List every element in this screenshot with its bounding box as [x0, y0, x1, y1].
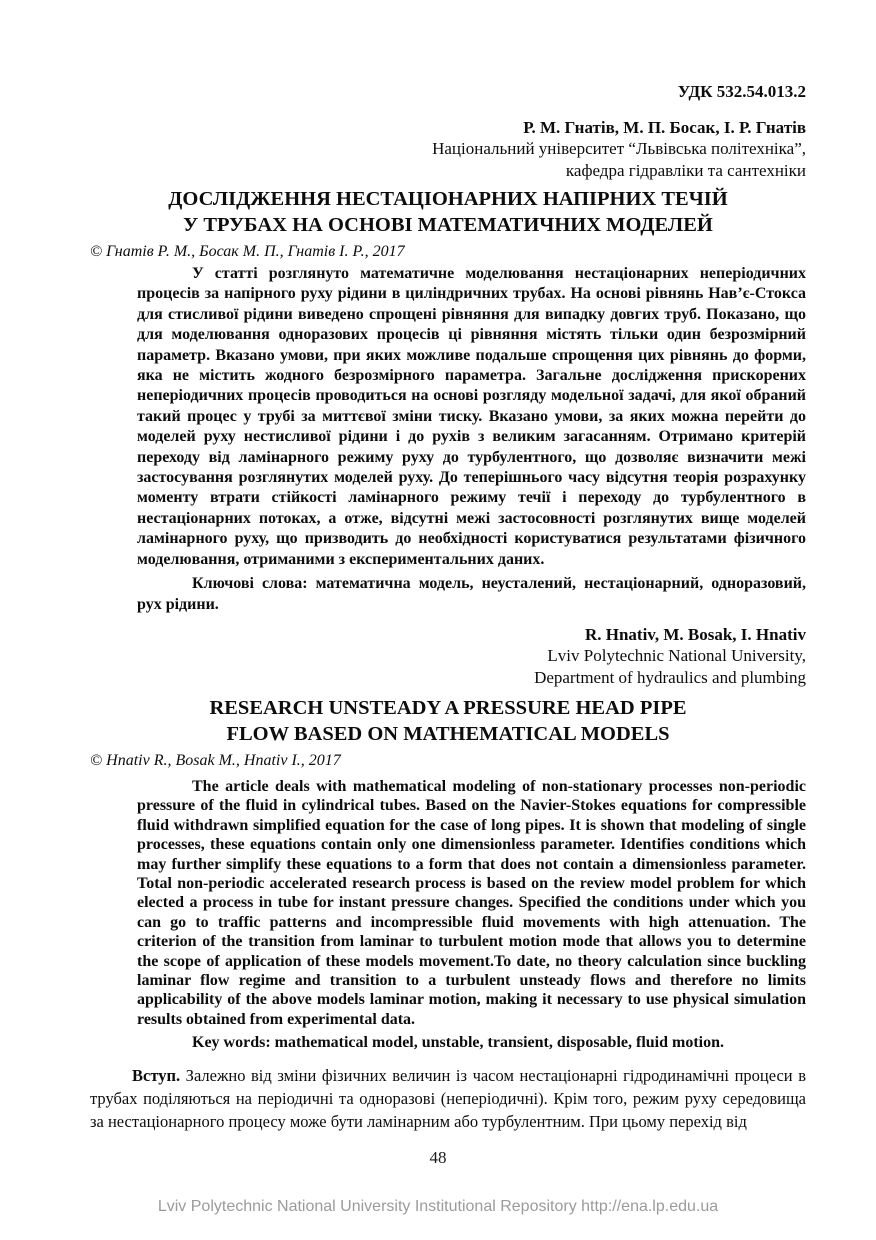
title-english-line1: RESEARCH UNSTEADY A PRESSURE HEAD PIPE — [209, 696, 687, 719]
page-number: 48 — [429, 1148, 447, 1167]
udc-code: УДК 532.54.013.2 — [677, 82, 806, 101]
title-ukrainian-line1: ДОСЛІДЖЕННЯ НЕСТАЦІОНАРНИХ НАПІРНИХ ТЕЧІЙ — [168, 188, 728, 210]
affiliation-department-english: Department of hydraulics and plumbing — [534, 667, 806, 687]
introduction-heading: Вступ. — [132, 1065, 181, 1085]
copyright-ukrainian: © Гнатів Р. М., Босак М. П., Гнатів І. Р., 2017 — [90, 243, 405, 260]
introduction-text: Залежно від зміни фізичних величин із часом нестаціонарні гідродинамічні процеси в трубах поділяються на періодичні та одноразові (неперіодичні). Крім того, режим руху середовища за нестаціонарного процесу може бути ламінарним або турбулентним. При цьому перехід від — [90, 1065, 806, 1131]
title-ukrainian — [90, 186, 806, 238]
authors-english: R. Hnativ, M. Bosak, I. Hnativ — [584, 624, 806, 644]
keywords-ukrainian: Ключові слова: математична модель, неусталений, нестаціонарний, одноразовий, рух рідини. — [137, 575, 806, 613]
copyright-english: © Hnativ R., Bosak M., Hnativ I., 2017 — [90, 751, 341, 769]
authors-ukrainian: Р. М. Гнатів, М. П. Босак, І. Р. Гнатів — [523, 118, 806, 137]
repository-footer: Lviv Polytechnic National University Institutional Repository http://ena.lp.edu.ua — [157, 1198, 719, 1215]
title-ukrainian-line2: У ТРУБАХ НА ОСНОВІ МАТЕМАТИЧНИХ МОДЕЛЕЙ — [183, 214, 713, 236]
abstract-ukrainian: У статті розглянуто математичне моделювання нестаціонарних неперіодичних процесів за напірного руху рідини в циліндричних трубах. На основі рівнянь Нав’є-Стокса для стисливої рідини виведено спрощені рівняння для випадку довгих труб. Показано, що для моделювання одноразових процесів ці рівняння містять тільки один безрозмірний параметр. Вказано умови, при яких можливе подальше спрощення цих рівнянь до форми, яка не містить жодного безрозмірного параметра. Загальне дослідження прискорених неперіодичних процесів проводиться на основі розгляду модельної задачі, для якої обраний такий процес у трубі за миттєвої зміни тиску. Вказано умови, за яких можна перейти до моделей руху нестисливої рідини і до рухів з великим загасанням. Отримано критерій переходу від ламінарного режиму руху до турбулентного, що дозволяє визначити межі застосування розглянутих моделей руху. До теперішнього часу відсутня теорія розрахунку моменту втрати стійкості ламінарного режиму течії і переходу до турбулентного в нестаціонарних потоках, а отже, відсутні межі застосовності розглянутих вище моделей ламінарного руху, що призводить до необхідності користуватися результатами фізичного моделювання, отриманими з експериментальних даних. — [137, 265, 806, 568]
introduction-paragraph — [90, 1064, 806, 1133]
affiliation-university-english: Lviv Polytechnic National University, — [547, 645, 806, 665]
title-english — [90, 695, 806, 747]
keywords-english: Key words: mathematical model, unstable, transient, disposable, fluid motion. — [192, 1034, 725, 1052]
title-english-line2: FLOW BASED ON MATHEMATICAL MODELS — [226, 722, 670, 745]
page-content — [90, 82, 806, 1149]
affiliation-university-ukrainian: Національний університет “Львівська політехніка”, — [432, 139, 806, 158]
abstract-english: The article deals with mathematical modeling of non-stationary processes non-periodic pressure of the fluid in cylindrical tubes. Based on the Navier-Stokes equations for compressible fluid withdrawn simplified equation for the case of long pipes. It is shown that modeling of single processes, these equations contain only one dimensionless parameter. Identifies conditions which may further simplify these equations to a form that does not contain a dimensionless parameter. Total non-periodic accelerated research process is based on the review model problem for which elected a process in tube for instant pressure changes. Specified the conditions under which you can go to traffic patterns and incompressible fluid movements with high attenuation. The criterion of the transition from laminar to turbulent motion mode that allows you to determine the scope of application of these models movement.To date, no theory calculation since buckling laminar flow regime and transition to a turbulent unsteady flows and therefore no limits applicability of the above models laminar motion, making it necessary to use physical simulation results obtained from experimental data. — [137, 777, 806, 1028]
affiliation-department-ukrainian: кафедра гідравліки та сантехніки — [565, 161, 806, 180]
